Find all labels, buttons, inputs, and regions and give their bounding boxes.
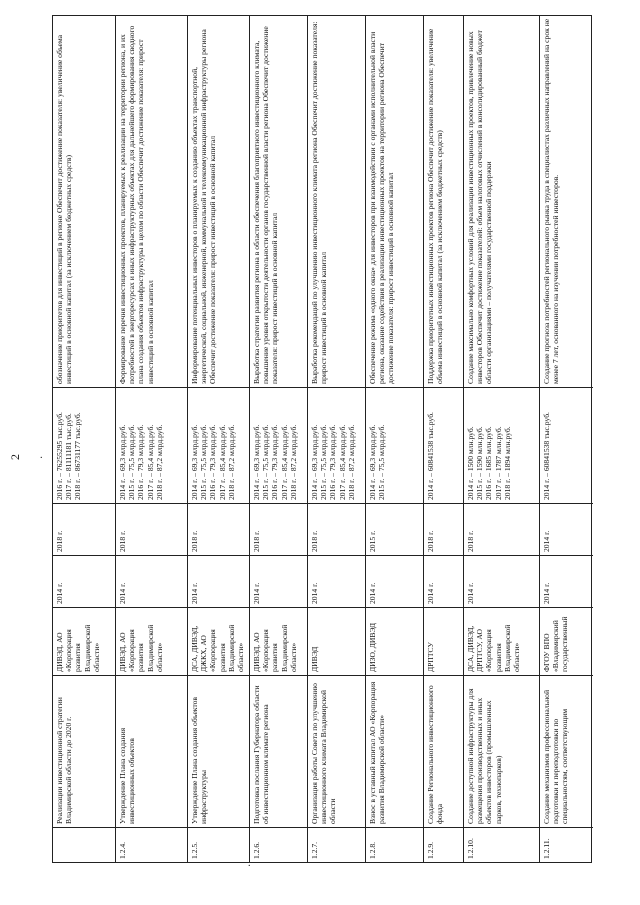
expected-result: Выработка рекомендаций по улучшению инвестиционного климата региона Обеспечит достижение показателя: прирост инвестиций в основной капитал (308, 14, 365, 388)
financing-line: 2016 г. – 76255295 тыс.руб. (55, 412, 64, 500)
measure-name: Взнос в уставный капитал АО «Корпорация развития Владимирской области» (366, 676, 423, 828)
financing-line: 2018 г. – 87,2 млрд.руб. (346, 424, 356, 500)
executor: ДРПТСУ (424, 608, 463, 676)
measure-name: Реализации инвестиционной стратегии Владимирской области до 2020 г. (53, 676, 115, 828)
financing-line: 2018 г. – 1894 млн.руб. (502, 426, 512, 500)
start-year: 2014 г. (540, 556, 593, 608)
end-year: 2018 г. (116, 504, 187, 556)
financing-line: 2015 г. – 75,5 млрд.руб. (261, 424, 271, 500)
start-year: 2014 г. (464, 556, 539, 608)
row-number: 1.2.9. (426, 841, 435, 859)
scan-speck: . (248, 858, 251, 869)
row-number (53, 828, 115, 862)
financing-line: 2015 г. – 75,5 млрд.руб. (319, 424, 329, 500)
financing-line: 2015 г. – 75,5 млрд.руб. (127, 424, 137, 500)
measure-name: Утверждение Плана создания объектов инфраструктуры (188, 676, 249, 828)
financing (53, 388, 115, 504)
start-year: 2014 г. (188, 556, 249, 608)
expected-result: Формирование перечня инвестиционных проектов, планируемых к реализации на территории региона, и их потребностей в энергоресурсах и иных инфраструктурных объектах для дальнейшего формирования сводного плана создания объектов инфраструктуры в целом по области Обеспечит достижение показателя: прирост инвестиций в основной капитал (116, 14, 187, 388)
expected-result: обозначение приоритетов для инвестиций в регионе Обеспечит достижение показателя: увеличение объема инвестиций в основной капитал (за исключением бюджетных средств) (53, 14, 115, 388)
measures-table (52, 15, 592, 863)
measure-name: Создание Регионального инвестиционного фонда (424, 676, 463, 828)
financing-line: 2016 г. – 79,3 млрд.руб. (208, 424, 218, 500)
financing-line: 2014 г. – 69,3 млрд.руб. (190, 424, 199, 500)
financing-line: 2014 г. – 69,3 млрд.руб. (368, 424, 377, 500)
financing-line: 2015 г. – 1590 млн.руб. (475, 426, 485, 500)
measure-name: Подготовка послания Губернатора области об инвестиционном климате региона (250, 676, 307, 828)
financing (424, 388, 463, 504)
table-row (115, 16, 187, 862)
row-number: 1.2.6. (252, 841, 261, 859)
financing-line: 2014 г. – 60841538 тыс.руб. (426, 412, 435, 500)
financing-line: 2017 г. – 85,4 млрд.руб. (217, 424, 227, 500)
end-year: 2018 г. (53, 504, 115, 556)
table-row (187, 16, 249, 862)
end-year: 2018 г. (424, 504, 463, 556)
financing-line: 2014 г. – 1500 млн.руб. (466, 426, 475, 500)
financing-line: 2017 г. – 81111181 тыс.руб. (64, 413, 74, 500)
financing-line: 2017 г. – 85,4 млрд.руб. (145, 424, 155, 500)
start-year: 2014 г. (116, 556, 187, 608)
financing-line: 2014 г. – 60841538 тыс.руб. (542, 412, 551, 500)
start-year: 2014 г. (308, 556, 365, 608)
executor: ДИВЭД, АО «Корпорация развития Владимирской области» (250, 608, 307, 676)
start-year: 2014 г. (53, 556, 115, 608)
financing (464, 388, 539, 504)
financing-line: 2016 г. – 79,3 млрд.руб. (270, 424, 280, 500)
end-year: 2015 г. (366, 504, 423, 556)
expected-result: Поддержка приоритетных инвестиционных проектов региона Обеспечит достижение показателя: увеличение объема инвестиций в основной капитал (за исключением бюджетных средств) (424, 14, 463, 388)
row-number: 1.2.4. (118, 841, 127, 859)
end-year: 2018 г. (464, 504, 539, 556)
financing-line: 2014 г. – 69,3 млрд.руб. (118, 424, 127, 500)
row-number: 1.2.5. (190, 841, 199, 859)
start-year: 2014 г. (424, 556, 463, 608)
end-year: 2014 г. (540, 504, 593, 556)
financing-line: 2014 г. – 69,3 млрд.руб. (310, 424, 319, 500)
measure-name: Организация работы Совета по улучшению инвестиционного климата Владимирской области (308, 676, 365, 828)
table-row (423, 16, 463, 862)
financing-line: 2015 г. – 75,5 млрд.руб. (199, 424, 209, 500)
financing-line: 2018 г. – 87,2 млрд.руб. (288, 424, 298, 500)
expected-result: Обеспечение режима «одного окна» для инвесторов при взаимодействии с органами исполнительной власти региона, оказание содействия в реализации инвестиционных проектов на территории региона Обеспечит достижение показателя: прирост инвестиций в основной капитал (366, 14, 423, 388)
start-year: 2014 г. (366, 556, 423, 608)
row-number: 1.2.7. (310, 841, 319, 859)
row-number: 1.2.8. (368, 841, 377, 859)
executor: ДИВЭД (308, 608, 365, 676)
measure-name: Создание механизмов профессиональной подготовки и переподготовки по специальностям, соответствующим (540, 676, 593, 828)
measure-name: Утверждение Плана создания инвестиционных объектов (116, 676, 187, 828)
financing-line: 2016 г. – 1685 млн.руб. (484, 426, 494, 500)
end-year: 2018 г. (308, 504, 365, 556)
executor: ДИЗО, ДИВЭД (366, 608, 423, 676)
table-row (249, 16, 307, 862)
financing-line: 2017 г. – 85,4 млрд.руб. (337, 424, 347, 500)
scan-speck: . (40, 450, 43, 461)
financing-line: 2017 г. – 1787 млн.руб. (493, 426, 503, 500)
financing-line: 2015 г. – 75,5 млрд.руб. (377, 424, 387, 500)
executor: ФГОУ ВПО «Владимирский государственный (540, 608, 593, 676)
financing (250, 388, 307, 504)
row-number: 1.2.10. (466, 838, 475, 859)
financing-line: 2016 г. – 79,3 млрд.руб. (328, 424, 338, 500)
financing-line: 2018 г. – 86731177 тыс.руб. (73, 412, 83, 500)
executor: ДСА, ДИВЭД, ДЖКХ, АО «Корпорация развития Владимирской области» (188, 608, 249, 676)
expected-result: Выработка стратегии развития региона в области обеспечения благоприятного инвестиционного климата, повышение уровня открытости деятельности органов государственной власти региона Обеспечит достижение показателя: прирост инвестиций в основной капитал (250, 14, 307, 388)
row-number: 1.2.11. (542, 838, 551, 859)
executor: ДИВЭД, АО «Корпорация развития Владимирской области» (53, 608, 115, 676)
end-year: 2018 г. (188, 504, 249, 556)
end-year: 2018 г. (250, 504, 307, 556)
measure-name: Создание доступной инфраструктуры для размещения производственных и иных объектов инвесторов (промышленных парков, технопарков) (464, 676, 539, 828)
table-row (53, 16, 115, 862)
financing (308, 388, 365, 504)
financing (366, 388, 423, 504)
start-year: 2014 г. (250, 556, 307, 608)
expected-result: Создание максимально комфортных условий для реализации инвестиционных проектов, привлечение новых инвесторов Обеспечит достижение показателей: объем налоговых отчислений в консолидированный бюджет области организациями – получателями государственной поддержки (464, 14, 539, 388)
financing-line: 2017 г. – 85,4 млрд.руб. (279, 424, 289, 500)
expected-result: Создание прогноза потребностей регионального рынка труда в специалистах различных направлений на срок не менее 7 лет, основанного на изучении потребностей инвесторов. (540, 14, 593, 388)
executor: ДИВЭД, АО «Корпорация развития Владимирской области» (116, 608, 187, 676)
financing (540, 388, 593, 504)
financing-line: 2014 г. – 69,3 млрд.руб. (252, 424, 261, 500)
financing (188, 388, 249, 504)
executor: ДСА, ДИВЭД, ДРПТСУ, АО «Корпорация развития Владимирской области» (464, 608, 539, 676)
table-row (307, 16, 365, 862)
financing-line: 2018 г. – 87,2 млрд.руб. (154, 424, 164, 500)
table-row (463, 16, 539, 862)
table-row (365, 16, 423, 862)
financing (116, 388, 187, 504)
table-row (539, 16, 593, 862)
financing-line: 2018 г. – 87,2 млрд.руб. (226, 424, 236, 500)
financing-line: 2016 г. – 79,3 млрд.руб. (136, 424, 146, 500)
page-number: 2 (8, 454, 22, 460)
expected-result: Информирование потенциальных инвесторов о планируемых к созданию объектах транспортной, энергетической, социальной, инженерной, коммунальной и телекоммуникационной инфраструктуры региона Обеспечит достижение показателя: прирост инвестиций в основной капитал (188, 14, 249, 388)
